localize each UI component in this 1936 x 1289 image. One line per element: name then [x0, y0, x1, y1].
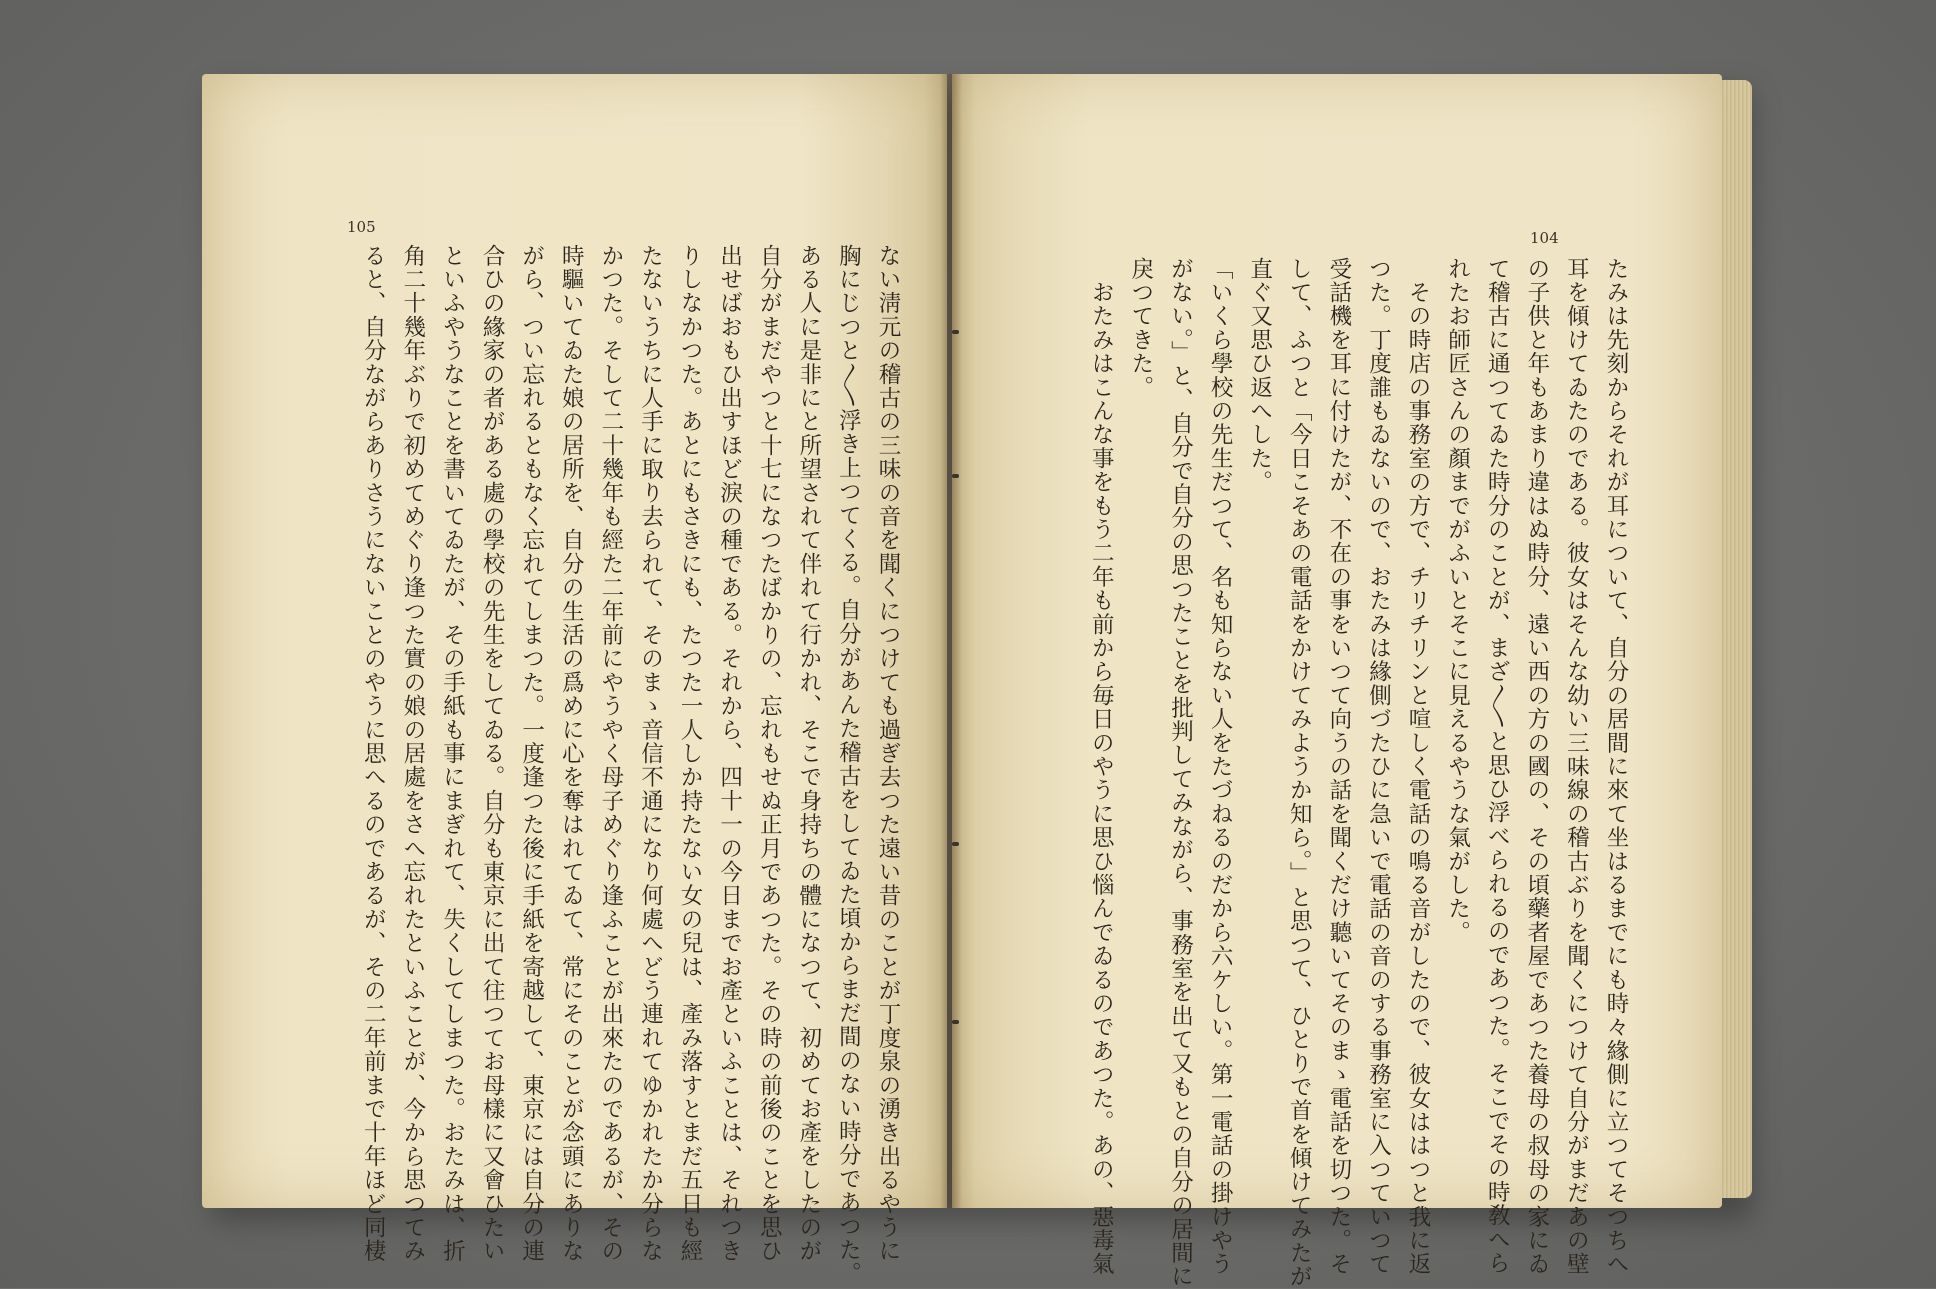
text-column: の子供と年もあまり違はぬ時分、遠い西の方の國の、その頃藥者屋であつた養母の叔母の家にゐ [1523, 257, 1550, 1277]
left-page [202, 74, 947, 1286]
left-page-text [307, 244, 907, 1286]
text-column: 時驅いてゐた娘の居所を、自分の生活の爲めに心を奪はれてゐて、常にそのことが念頭にありな [558, 244, 585, 1264]
text-column: といふやうなことを書いてゐたが、その手紙も事にまぎれて、失くしてしまつた。おたみは、折 [439, 244, 466, 1264]
right-page-text [1035, 257, 1635, 1289]
text-column: ある人に是非にと所望されて伴れて行かれ、そこで身持ちの體になつて、初めてお產をしたのが [795, 244, 822, 1264]
text-column: 出せばおもひ出すほど淚の種である。それから、四十一の今日までお產といふことは、それつき [716, 244, 743, 1264]
binding-thread [952, 1020, 959, 1024]
text-column: おたみはこんな事をもう二年も前から毎日のやうに思ひ惱んでゐるのであつた。あの、惡毒氣 [1088, 257, 1115, 1277]
text-column: たみは先刻からそれが耳について、自分の居間に來て坐はるまでにも時々緣側に立つてそつちへ [1603, 257, 1629, 1277]
text-column: たないうちに人手に取り去られて、そのまゝ音信不通になり何處へどう連れてゆかれたか分らな [637, 244, 664, 1264]
page-number-left: 105 [347, 218, 376, 236]
text-column: 直ぐ又思ひ返へした。 [1246, 257, 1273, 494]
text-column: がない。」と、自分で自分の思つたことを批判してみながら、事務室を出て又もとの自分の居間に [1167, 257, 1194, 1289]
text-column: 自分がまだやつと十七になつたばかりの、忘れもせぬ正月であつた。その時の前後のことを思ひ [756, 244, 783, 1264]
page-number-right: 104 [1530, 229, 1559, 247]
text-column: かつた。そして二十幾年も經た二年前にやうやく母子めぐり逢ふことが出來たのであるが、その [597, 244, 624, 1264]
binding-thread [952, 842, 959, 846]
binding-thread [952, 330, 959, 334]
right-page [952, 74, 1722, 1289]
text-column: 戾つてきた。 [1127, 257, 1154, 400]
text-column: その時店の事務室の方で、チリチリンと喧しく電話の鳴る音がしたので、彼女ははつと我に返 [1405, 257, 1432, 1277]
text-column: 合ひの緣家の者がある處の學校の先生をしてゐる。自分も東京に出て往つてお母樣に又會ひたい [479, 244, 506, 1264]
text-column: 胸にじつと〳〵浮き上つてくる。自分があんた稽古をしてゐた頃からまだ間のない時分であつた。 [835, 244, 862, 1286]
text-column: 耳を傾けてゐたのである。彼女はそんな幼い三味線の稽古ぶりを聞くにつけて自分がまだあの壁 [1563, 257, 1590, 1277]
binding-thread [952, 474, 959, 478]
text-column: れたお師匠さんの顏までがふいとそこに見えるやうな氣がした。 [1444, 257, 1471, 945]
text-column: 「いくら學校の先生だつて、名も知らない人をたづねるのだから六ケしい。第一電話の掛けやう [1207, 257, 1234, 1277]
text-column: ない淸元の稽古の三味の音を聞くにつけても過ぎ去つた遠い昔のことが丁度泉の湧き出るやうに [875, 244, 901, 1264]
text-column: て稽古に通つてゐた時分のことが、まざ〳〵と思ひ浮べられるのであつた。そこでその時敎へら [1484, 257, 1511, 1275]
text-column: 角二十幾年ぶりで初めてめぐり逢つた實の娘の居處をさへ忘れたといふことが、今から思つてみ [399, 244, 426, 1264]
text-column: がら、つい忘れるともなく忘れてしまつた。一度逢つた後に手紙を寄越して、東京には自分の連 [518, 244, 545, 1264]
text-column: つた。丁度誰もゐないので、おたみは緣側づたひに急いで電話の音のする事務室に入つていつて [1365, 257, 1392, 1277]
text-column: りしなかつた。あとにもさきにも、たつた一人しか持たない女の兒は、產み落すとまだ五日も經 [677, 244, 704, 1264]
book-gutter [940, 74, 962, 1208]
text-column: ると、自分ながらありさうにないことのやうに思へるのであるが、その二年前まで十年ほど同棲 [360, 244, 387, 1264]
text-column: 受話機を耳に付けたが、不在の事をいつて向うの話を聞くだけ聽いてそのまゝ電話を切つた。そ [1325, 257, 1352, 1277]
text-column: して、ふつと「今日こそあの電話をかけてみようか知ら。」と思つて、ひとりで首を傾けてみたが [1286, 257, 1313, 1289]
